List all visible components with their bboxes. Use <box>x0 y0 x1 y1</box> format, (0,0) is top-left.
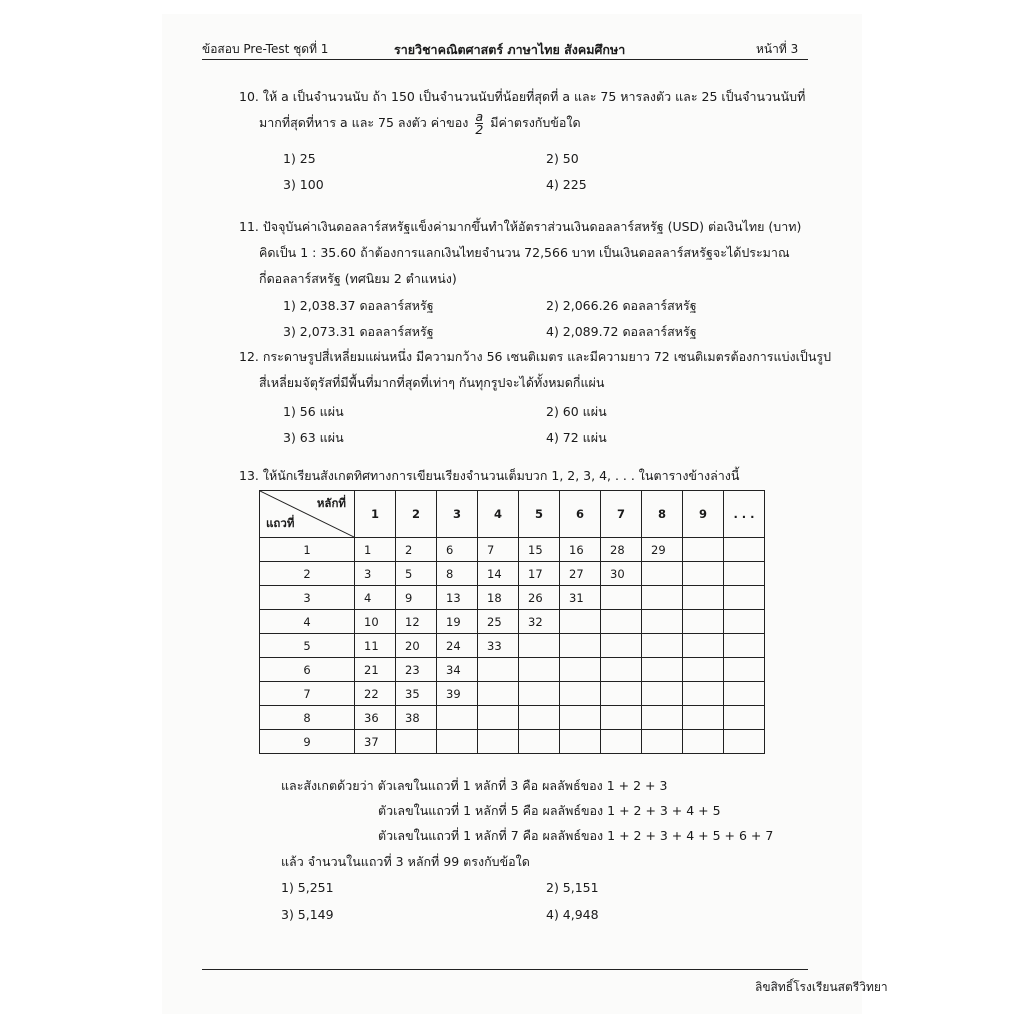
table-cell: 21 <box>355 658 396 682</box>
table-cell: 18 <box>478 586 519 610</box>
row-header: 3 <box>260 586 355 610</box>
q10-line1: 10. ให้ a เป็นจำนวนนับ ถ้า 150 เป็นจำนวนนับที่น้อยที่สุดที่ a และ 75 หารลงตัว และ 25 เป็นจำนวนนับที่ <box>239 89 806 104</box>
table-cell: 7 <box>478 538 519 562</box>
col-header: 8 <box>642 491 683 538</box>
header-divider <box>202 59 808 60</box>
table-cell <box>683 682 724 706</box>
table-cell <box>437 730 478 754</box>
table-cell <box>437 706 478 730</box>
table-cell <box>560 706 601 730</box>
table-cell <box>642 682 683 706</box>
table-row <box>260 730 765 754</box>
q12-line1: 12. กระดาษรูปสี่เหลี่ยมแผ่นหนึ่ง มีความกว้าง 56 เซนติเมตร และมีความยาว 72 เซนติเมตรต้องการแบ่งเป็นรูป <box>239 349 832 364</box>
q12-option-4[interactable]: 4) 72 แผ่น <box>546 430 607 445</box>
table-corner-cell <box>260 491 355 538</box>
table-cell <box>642 658 683 682</box>
col-header: 6 <box>560 491 601 538</box>
q11-option-1[interactable]: 1) 2,038.37 ดอลลาร์สหรัฐ <box>283 298 434 313</box>
table-cell: 17 <box>519 562 560 586</box>
row-header: 4 <box>260 610 355 634</box>
question-10 <box>239 84 809 136</box>
table-cell <box>683 562 724 586</box>
table-cell <box>519 706 560 730</box>
table-cell <box>683 658 724 682</box>
q10-line2 <box>239 110 809 136</box>
table-cell: 30 <box>601 562 642 586</box>
row-header: 7 <box>260 682 355 706</box>
table-cell: 5 <box>396 562 437 586</box>
table-cell <box>642 610 683 634</box>
q11-option-2[interactable]: 2) 2,066.26 ดอลลาร์สหรัฐ <box>546 298 697 313</box>
table-cell: 38 <box>396 706 437 730</box>
q13-option-3[interactable]: 3) 5,149 <box>281 907 334 922</box>
table-cell <box>683 586 724 610</box>
table-cell <box>724 562 765 586</box>
table-cell <box>601 682 642 706</box>
q10-line2-post: มีค่าตรงกับข้อใด <box>490 115 581 130</box>
question-12 <box>239 344 832 396</box>
table-cell: 20 <box>396 634 437 658</box>
table-cell <box>560 658 601 682</box>
table-cell: 1 <box>355 538 396 562</box>
table-cell <box>642 634 683 658</box>
table-cell <box>560 634 601 658</box>
table-cell <box>478 682 519 706</box>
table-cell: 14 <box>478 562 519 586</box>
q10-option-2[interactable]: 2) 50 <box>546 151 579 166</box>
table-row <box>260 610 765 634</box>
footer-divider <box>202 969 808 970</box>
table-cell <box>642 586 683 610</box>
table-cell: 10 <box>355 610 396 634</box>
col-header: 3 <box>437 491 478 538</box>
table-cell <box>724 682 765 706</box>
q12-option-3[interactable]: 3) 63 แผ่น <box>283 430 344 445</box>
q13-observation-1: และสังเกตด้วยว่า ตัวเลขในแถวที่ 1 หลักที่ 3 คือ ผลลัพธ์ของ 1 + 2 + 3 <box>281 778 668 793</box>
table-cell <box>519 658 560 682</box>
table-cell <box>724 610 765 634</box>
q13-option-4[interactable]: 4) 4,948 <box>546 907 599 922</box>
table-cell <box>683 730 724 754</box>
table-cell: 9 <box>396 586 437 610</box>
table-cell: 28 <box>601 538 642 562</box>
q13-option-1[interactable]: 1) 5,251 <box>281 880 334 895</box>
table-row <box>260 634 765 658</box>
footer-copyright: ลิขสิทธิ์โรงเรียนสตรีวิทยา <box>755 980 888 994</box>
table-cell: 37 <box>355 730 396 754</box>
header-subjects: รายวิชาคณิตศาสตร์ ภาษาไทย สังคมศึกษา <box>394 42 626 57</box>
table-cell <box>478 730 519 754</box>
table-cell: 16 <box>560 538 601 562</box>
table-cell <box>642 706 683 730</box>
table-cell <box>724 658 765 682</box>
table-row <box>260 538 765 562</box>
table-cell <box>601 634 642 658</box>
row-header: 2 <box>260 562 355 586</box>
row-header: 1 <box>260 538 355 562</box>
table-cell <box>683 634 724 658</box>
table-cell: 26 <box>519 586 560 610</box>
table-cell <box>683 610 724 634</box>
table-cell <box>560 730 601 754</box>
q10-option-1[interactable]: 1) 25 <box>283 151 316 166</box>
table-cell: 35 <box>396 682 437 706</box>
frac-denominator: 2 <box>475 122 484 137</box>
table-cell: 12 <box>396 610 437 634</box>
table-cell: 33 <box>478 634 519 658</box>
q11-line3: กี่ดอลลาร์สหรัฐ (ทศนิยม 2 ตำแหน่ง) <box>259 271 457 286</box>
table-cell <box>560 682 601 706</box>
table-cell: 15 <box>519 538 560 562</box>
table-cell <box>519 682 560 706</box>
table-cell: 3 <box>355 562 396 586</box>
table-row <box>260 706 765 730</box>
table-cell: 19 <box>437 610 478 634</box>
row-header: 6 <box>260 658 355 682</box>
row-header: 8 <box>260 706 355 730</box>
question-11 <box>239 214 809 292</box>
table-cell <box>601 658 642 682</box>
table-cell <box>396 730 437 754</box>
col-header: 2 <box>396 491 437 538</box>
q11-option-4[interactable]: 4) 2,089.72 ดอลลาร์สหรัฐ <box>546 324 697 339</box>
table-cell <box>683 706 724 730</box>
q10-line2-pre: มากที่สุดที่หาร a และ 75 ลงตัว ค่าของ <box>259 115 469 130</box>
q13-option-2[interactable]: 2) 5,151 <box>546 880 599 895</box>
question-13 <box>239 463 809 489</box>
row-header: 9 <box>260 730 355 754</box>
frac-numerator: a <box>475 109 484 124</box>
table-cell: 13 <box>437 586 478 610</box>
q13-line1: 13. ให้นักเรียนสังเกตทิศทางการเขียนเรียงจำนวนเต็มบวก 1, 2, 3, 4, . . . ในตารางข้างล่างนี้ <box>239 468 740 483</box>
q13-observation-3: ตัวเลขในแถวที่ 1 หลักที่ 7 คือ ผลลัพธ์ของ 1 + 2 + 3 + 4 + 5 + 6 + 7 <box>378 828 774 843</box>
table-cell <box>601 706 642 730</box>
table-cell: 34 <box>437 658 478 682</box>
table-cell: 22 <box>355 682 396 706</box>
table-cell: 32 <box>519 610 560 634</box>
q12-line2: สี่เหลี่ยมจัตุรัสที่มีพื้นที่มากที่สุดที่เท่าๆ กันทุกรูปจะได้ทั้งหมดกี่แผ่น <box>259 375 605 390</box>
table-cell: 29 <box>642 538 683 562</box>
table-cell <box>478 706 519 730</box>
row-axis-label: แถวที่ <box>266 516 295 530</box>
table-cell: 4 <box>355 586 396 610</box>
table-cell <box>601 610 642 634</box>
col-header: 4 <box>478 491 519 538</box>
q11-option-3[interactable]: 3) 2,073.31 ดอลลาร์สหรัฐ <box>283 324 434 339</box>
q13-question: แล้ว จำนวนในแถวที่ 3 หลักที่ 99 ตรงกับข้อใด <box>281 854 530 869</box>
table-cell: 31 <box>560 586 601 610</box>
table-cell: 25 <box>478 610 519 634</box>
table-cell <box>519 730 560 754</box>
table-cell <box>560 610 601 634</box>
col-header: 7 <box>601 491 642 538</box>
col-header: . . . <box>724 491 765 538</box>
table-row <box>260 682 765 706</box>
q11-line2: คิดเป็น 1 : 35.60 ถ้าต้องการแลกเงินไทยจำนวน 72,566 บาท เป็นเงินดอลลาร์สหรัฐจะได้ประมาณ <box>259 245 790 260</box>
table-cell: 8 <box>437 562 478 586</box>
col-header: 9 <box>683 491 724 538</box>
table-cell <box>478 658 519 682</box>
col-header: 5 <box>519 491 560 538</box>
table-cell <box>601 586 642 610</box>
header-page-number: หน้าที่ 3 <box>756 42 799 56</box>
column-axis-label: หลักที่ <box>316 496 346 510</box>
q12-option-1[interactable]: 1) 56 แผ่น <box>283 404 344 419</box>
table-cell: 24 <box>437 634 478 658</box>
table-cell <box>724 586 765 610</box>
table-cell: 27 <box>560 562 601 586</box>
table-cell: 23 <box>396 658 437 682</box>
table-cell <box>519 634 560 658</box>
table-row <box>260 586 765 610</box>
table-cell: 6 <box>437 538 478 562</box>
table-cell: 39 <box>437 682 478 706</box>
table-cell <box>724 634 765 658</box>
table-cell <box>642 562 683 586</box>
q10-option-3[interactable]: 3) 100 <box>283 177 324 192</box>
q13-observation-2: ตัวเลขในแถวที่ 1 หลักที่ 5 คือ ผลลัพธ์ของ 1 + 2 + 3 + 4 + 5 <box>378 803 721 818</box>
table-cell <box>683 538 724 562</box>
table-cell <box>724 706 765 730</box>
table-row <box>260 562 765 586</box>
table-cell: 11 <box>355 634 396 658</box>
table-cell: 36 <box>355 706 396 730</box>
table-cell <box>724 730 765 754</box>
header-exam-set: ข้อสอบ Pre-Test ชุดที่ 1 <box>202 42 329 56</box>
table-body <box>260 538 765 754</box>
q11-line1: 11. ปัจจุบันค่าเงินดอลลาร์สหรัฐแข็งค่ามากขึ้นทำให้อัตราส่วนเงินดอลลาร์สหรัฐ (USD) ต่อเงินไทย (บาท) <box>239 219 802 234</box>
q12-option-2[interactable]: 2) 60 แผ่น <box>546 404 607 419</box>
row-header: 5 <box>260 634 355 658</box>
table-cell <box>601 730 642 754</box>
number-arrangement-table <box>259 490 765 754</box>
table-cell <box>642 730 683 754</box>
fraction-a-over-2 <box>475 111 483 136</box>
table-cell: 2 <box>396 538 437 562</box>
table-header-row <box>260 491 765 538</box>
q10-option-4[interactable]: 4) 225 <box>546 177 587 192</box>
table-row <box>260 658 765 682</box>
col-header: 1 <box>355 491 396 538</box>
table-cell <box>724 538 765 562</box>
